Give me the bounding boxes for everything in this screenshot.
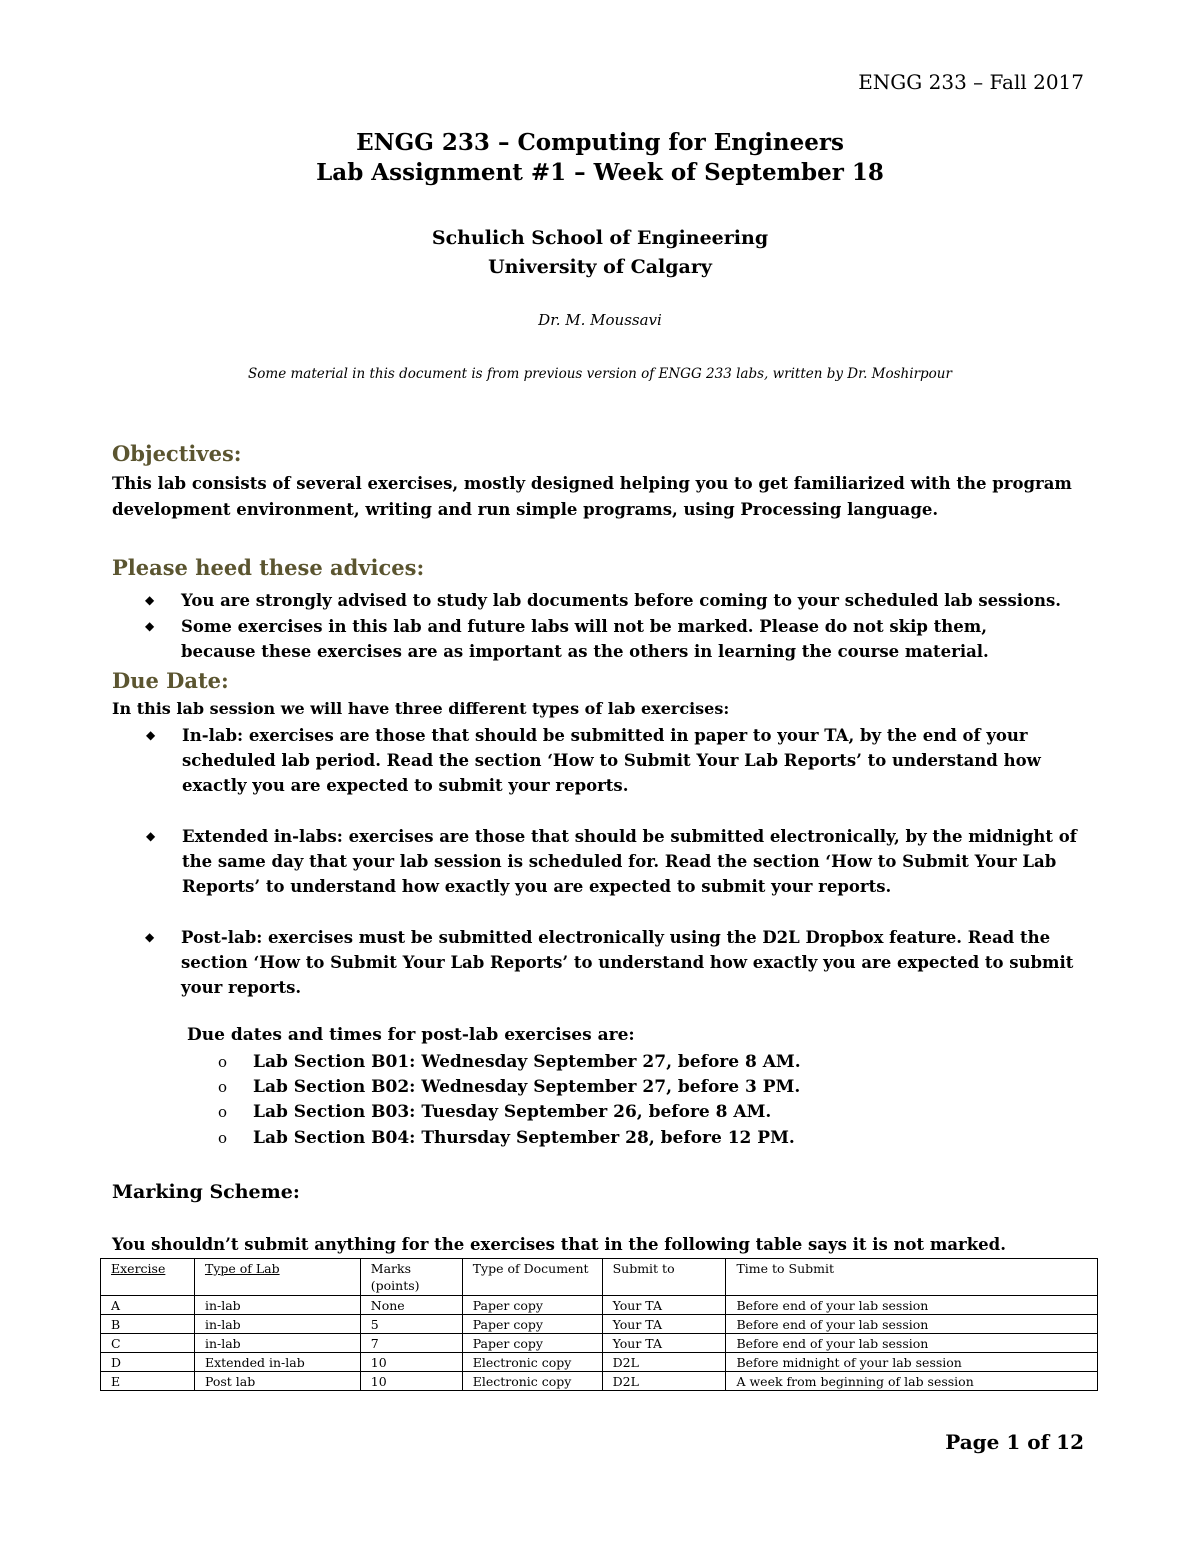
column-header: Type of Document (462, 1259, 602, 1296)
document-title (0, 128, 1200, 188)
marking-note: You shouldn’t submit anything for the exercises that in the following table says it is not marked. (112, 1235, 1006, 1254)
advice-item: ◆ You are strongly advised to study lab documents before coming to your scheduled lab sessions. (181, 588, 1081, 613)
exercise-type-item: ◆ In-lab: exercises are those that should be submitted in paper to your TA, by the end of your scheduled lab period. Read the section ‘How to Submit Your Lab Reports’ to understand how exactly you are expected to submit your reports. (182, 723, 1062, 798)
bullet-diamond-icon: ◆ (145, 930, 155, 944)
bullet-diamond-icon: ◆ (145, 619, 155, 633)
title-line-2: Lab Assignment #1 – Week of September 18 (316, 159, 884, 186)
column-header: Exercise (101, 1259, 195, 1296)
table-row: B in-lab 5 Paper copy Your TA Before end of your lab session (101, 1315, 1098, 1334)
advice-item: ◆ Some exercises in this lab and future labs will not be marked. Please do not skip them, because these exercises are as important as the others in learning the course material. (181, 614, 1061, 664)
table-header-row (101, 1259, 1098, 1296)
bullet-diamond-icon: ◆ (145, 593, 155, 607)
running-header: ENGG 233 – Fall 2017 (858, 70, 1084, 94)
marking-table (100, 1258, 1098, 1391)
institution-block (0, 224, 1200, 282)
bullet-diamond-icon: ◆ (146, 829, 156, 843)
author: Dr. M. Moussavi (538, 311, 662, 329)
column-header: Time to Submit (726, 1259, 1098, 1296)
column-header: Marks (points) (360, 1259, 462, 1296)
bullet-circle-icon: o (218, 1053, 228, 1071)
due-date-heading: Due Date: (112, 668, 229, 693)
objectives-text: This lab consists of several exercises, mostly designed helping you to get familiarized with the program development environment, writing and run simple programs, using Processing language. (112, 474, 1072, 519)
university-name: University of Calgary (488, 256, 712, 278)
school-name: Schulich School of Engineering (431, 227, 769, 249)
exercise-type-item: ◆ Extended in-labs: exercises are those that should be submitted electronically, by the midnight of the same day that your lab session is scheduled for. Read the section ‘How to Submit Your Lab Reports’ to understand how exactly you are expected to submit your reports. (182, 824, 1082, 899)
table-row: E Post lab 10 Electronic copy D2L A week from beginning of lab session (101, 1372, 1098, 1391)
bullet-circle-icon: o (218, 1078, 228, 1096)
due-date-intro: In this lab session we will have three different types of lab exercises: (112, 699, 730, 718)
column-header: Submit to (602, 1259, 726, 1296)
page-number: Page 1 of 12 (945, 1430, 1084, 1454)
marking-heading: Marking Scheme: (112, 1181, 300, 1203)
title-line-1: ENGG 233 – Computing for Engineers (356, 129, 844, 156)
exercise-type-item: ◆ Post-lab: exercises must be submitted electronically using the D2L Dropbox feature. Read the section ‘How to Submit Your Lab Reports’ to understand how exactly you are expected to submit your reports. (181, 925, 1081, 1000)
bullet-circle-icon: o (218, 1103, 228, 1121)
credit-note: Some material in this document is from previous version of ENGG 233 labs, written by Dr. Moshirpour (248, 366, 952, 382)
bullet-diamond-icon: ◆ (146, 728, 156, 742)
table-row: C in-lab 7 Paper copy Your TA Before end of your lab session (101, 1334, 1098, 1353)
column-header: Type of Lab (194, 1259, 360, 1296)
objectives-heading: Objectives: (112, 441, 242, 466)
table-row: D Extended in-lab 10 Electronic copy D2L Before midnight of your lab session (101, 1353, 1098, 1372)
post-lab-intro: Due dates and times for post-lab exercises are: (187, 1025, 635, 1045)
advices-heading: Please heed these advices: (112, 555, 425, 580)
bullet-circle-icon: o (218, 1129, 228, 1147)
table-row: A in-lab None Paper copy Your TA Before end of your lab session (101, 1296, 1098, 1315)
